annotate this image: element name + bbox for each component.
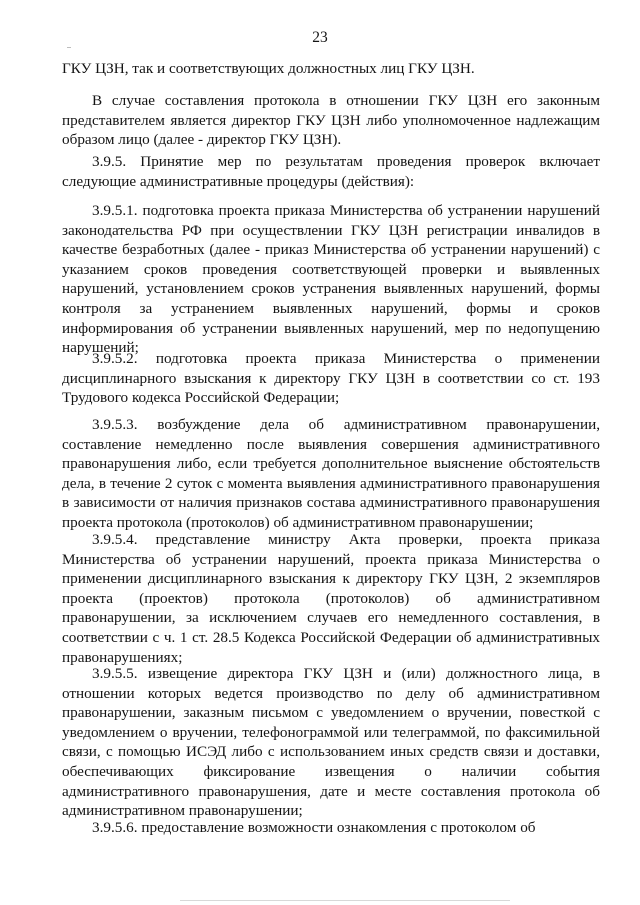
scan-speck xyxy=(67,47,71,48)
paragraph-3-9-5-3: 3.9.5.3. возбуждение дела об административном правонарушении, составление немедленно после выявления совершения административного правонарушения либо, если требуется дополнительное выяснение обстоятельств дела, в течение 2 суток с момента выявления административного правонарушения в зависимости от наличия признаков состава административного правонарушения проекта протокола (протоколов) об административном правонарушении; xyxy=(62,416,600,531)
paragraph-3-9-5-1: 3.9.5.1. подготовка проекта приказа Министерства об устранении нарушений законодательства РФ при осуществлении ГКУ ЦЗН регистрации инвалидов в качестве безработных (далее - приказ Министерства об устранении нарушений) с указанием сроков проведения соответствующей проверки и выявленных нарушений, установлением сроков устранения выявленных нарушений, формы контроля за устранением выявленных нарушений, формы и сроков информирования об устранении выявленных нарушений, мер по недопущению нарушений; xyxy=(62,202,600,357)
paragraph-continuation: ГКУ ЦЗН, так и соответствующих должностных лиц ГКУ ЦЗН. xyxy=(62,60,475,77)
paragraph-3-9-5: 3.9.5. Принятие мер по результатам проведения проверок включает следующие административные процедуры (действия): xyxy=(62,153,600,190)
paragraph-3-9-5-6: 3.9.5.6. предоставление возможности ознакомления с протоколом об xyxy=(92,819,536,836)
paragraph-3-9-5-5: 3.9.5.5. извещение директора ГКУ ЦЗН и (или) должностного лица, в отношении которых ведется производство по делу об административном правонарушении, заказным письмом с уведомлением о вручении, повесткой с уведомлением о вручении, телефонограммой или телеграммой, по факсимильной связи, с помощью ИСЭД либо с использованием иных средств связи и доставки, обеспечивающих фиксирование извещения о наличии события административного правонарушения, дате и месте составления протокола об административном правонарушении; xyxy=(62,665,600,820)
paragraph-3-9-5-2: 3.9.5.2. подготовка проекта приказа Министерства о применении дисциплинарного взыскания к директору ГКУ ЦЗН в соответствии со ст. 193 Трудового кодекса Российской Федерации; xyxy=(62,350,600,407)
paragraph-legal-representative: В случае составления протокола в отношении ГКУ ЦЗН его законным представителем является директор ГКУ ЦЗН либо уполномоченное надлежащим образом лицо (далее - директор ГКУ ЦЗН). xyxy=(62,92,600,149)
bottom-edge-artifact xyxy=(180,900,510,901)
paragraph-3-9-5-4: 3.9.5.4. представление министру Акта проверки, проекта приказа Министерства об устранении нарушений, проекта приказа Министерства о применении дисциплинарного взыскания к директору ГКУ ЦЗН, 2 экземпляров проекта (проектов) протокола (протоколов) об административном правонарушении, за исключением случаев его немедленного составления, в соответствии с ч. 1 ст. 28.5 Кодекса Российской Федерации об административных правонарушениях; xyxy=(62,531,600,666)
page-number: 23 xyxy=(312,29,328,46)
